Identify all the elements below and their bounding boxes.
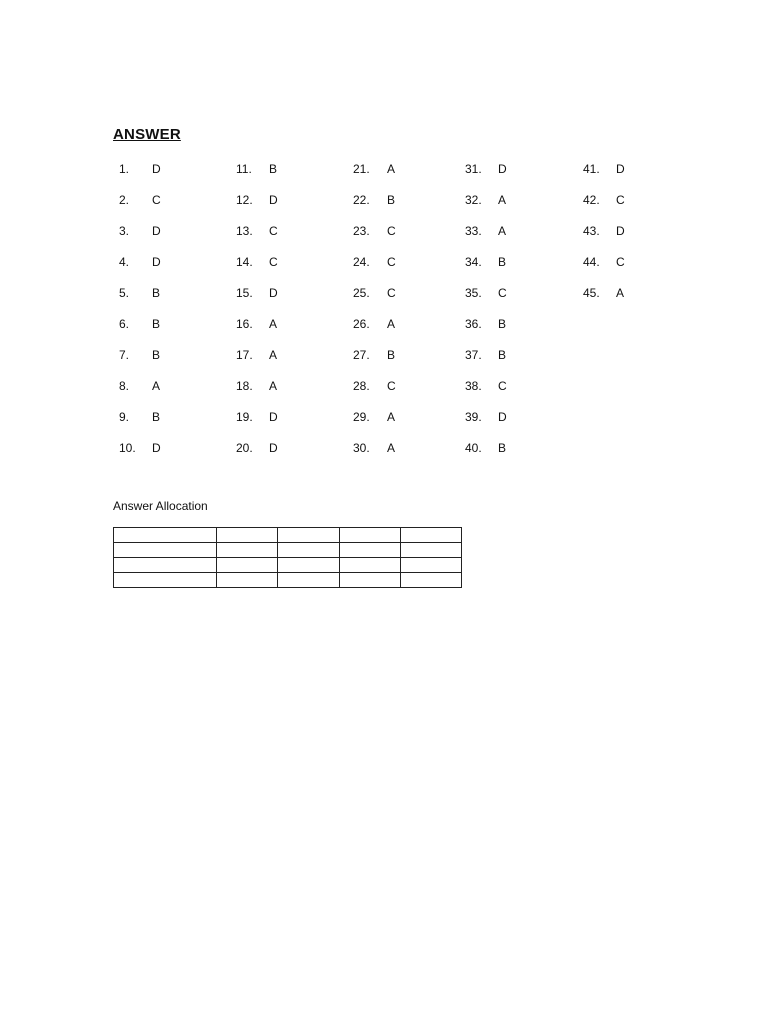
question-number: 19. bbox=[236, 410, 253, 424]
answer-letter: C bbox=[269, 255, 278, 269]
answer-letter: D bbox=[498, 410, 507, 424]
question-number: 7. bbox=[119, 348, 130, 362]
question-number: 4. bbox=[119, 255, 130, 269]
question-number: 10. bbox=[119, 441, 136, 455]
question-number: 44. bbox=[583, 255, 600, 269]
answer-letter: A bbox=[387, 410, 396, 424]
question-number: 2. bbox=[119, 193, 130, 207]
allocation-cell[interactable] bbox=[217, 543, 278, 558]
question-number: 35. bbox=[465, 286, 482, 300]
question-number: 25. bbox=[353, 286, 370, 300]
question-number: 28. bbox=[353, 379, 370, 393]
answer-letter: B bbox=[152, 317, 161, 331]
question-number: 6. bbox=[119, 317, 130, 331]
question-number: 1. bbox=[119, 162, 130, 176]
question-number: 45. bbox=[583, 286, 600, 300]
answer-letter: C bbox=[387, 224, 396, 238]
answer-letter: B bbox=[498, 348, 507, 362]
question-number: 11. bbox=[236, 162, 252, 176]
question-number: 14. bbox=[236, 255, 253, 269]
answer-letter: D bbox=[616, 162, 625, 176]
answer-letter: B bbox=[387, 193, 396, 207]
question-number: 36. bbox=[465, 317, 482, 331]
answer-letter: A bbox=[269, 317, 278, 331]
question-number: 9. bbox=[119, 410, 130, 424]
allocation-cell[interactable] bbox=[401, 528, 462, 543]
answer-letter: C bbox=[387, 255, 396, 269]
answer-letter: B bbox=[498, 255, 507, 269]
allocation-row bbox=[114, 558, 462, 573]
answer-letter: A bbox=[152, 379, 161, 393]
question-number: 17. bbox=[236, 348, 253, 362]
answer-letter: D bbox=[269, 410, 278, 424]
answer-letter: A bbox=[269, 348, 278, 362]
allocation-table bbox=[113, 527, 462, 588]
question-number: 32. bbox=[465, 193, 482, 207]
answer-letter: A bbox=[387, 317, 396, 331]
answer-letter: A bbox=[387, 441, 396, 455]
question-number: 34. bbox=[465, 255, 482, 269]
question-number: 15. bbox=[236, 286, 253, 300]
question-number: 13. bbox=[236, 224, 253, 238]
question-number: 23. bbox=[353, 224, 370, 238]
question-number: 27. bbox=[353, 348, 370, 362]
allocation-cell[interactable] bbox=[114, 558, 217, 573]
question-number: 18. bbox=[236, 379, 253, 393]
allocation-table-body bbox=[114, 528, 462, 588]
allocation-row bbox=[114, 573, 462, 588]
page-title: ANSWER bbox=[113, 126, 181, 143]
allocation-label: Answer Allocation bbox=[113, 499, 208, 513]
question-number: 40. bbox=[465, 441, 482, 455]
answer-letter: C bbox=[616, 255, 625, 269]
question-number: 26. bbox=[353, 317, 370, 331]
answer-letter: B bbox=[152, 410, 161, 424]
answer-letter: D bbox=[152, 162, 161, 176]
question-number: 24. bbox=[353, 255, 370, 269]
answer-letter: C bbox=[387, 286, 396, 300]
question-number: 43. bbox=[583, 224, 600, 238]
answer-letter: D bbox=[616, 224, 625, 238]
allocation-row bbox=[114, 543, 462, 558]
allocation-row bbox=[114, 528, 462, 543]
allocation-cell[interactable] bbox=[114, 543, 217, 558]
answer-letter: D bbox=[152, 441, 161, 455]
answer-letter: C bbox=[498, 379, 507, 393]
allocation-cell[interactable] bbox=[340, 528, 401, 543]
answer-letter: D bbox=[269, 286, 278, 300]
allocation-cell[interactable] bbox=[278, 543, 340, 558]
answer-letter: A bbox=[269, 379, 278, 393]
answer-letter: B bbox=[152, 348, 161, 362]
answer-letter: D bbox=[498, 162, 507, 176]
allocation-cell[interactable] bbox=[114, 573, 217, 588]
allocation-cell[interactable] bbox=[340, 573, 401, 588]
allocation-cell[interactable] bbox=[217, 558, 278, 573]
answer-letter: C bbox=[498, 286, 507, 300]
answer-letter: B bbox=[387, 348, 396, 362]
answer-letter: A bbox=[616, 286, 625, 300]
question-number: 38. bbox=[465, 379, 482, 393]
answer-letter: C bbox=[152, 193, 161, 207]
question-number: 3. bbox=[119, 224, 130, 238]
allocation-cell[interactable] bbox=[340, 543, 401, 558]
allocation-cell[interactable] bbox=[401, 558, 462, 573]
allocation-cell[interactable] bbox=[114, 528, 217, 543]
answer-letter: C bbox=[269, 224, 278, 238]
question-number: 30. bbox=[353, 441, 370, 455]
allocation-cell[interactable] bbox=[340, 558, 401, 573]
answer-letter: B bbox=[269, 162, 278, 176]
answer-letter: B bbox=[498, 441, 507, 455]
question-number: 41. bbox=[583, 162, 600, 176]
question-number: 12. bbox=[236, 193, 253, 207]
answer-letter: B bbox=[152, 286, 161, 300]
question-number: 22. bbox=[353, 193, 370, 207]
allocation-cell[interactable] bbox=[217, 528, 278, 543]
answer-letter: C bbox=[387, 379, 396, 393]
question-number: 5. bbox=[119, 286, 130, 300]
answer-letter: D bbox=[152, 255, 161, 269]
question-number: 31. bbox=[465, 162, 482, 176]
question-number: 37. bbox=[465, 348, 482, 362]
answer-letter: D bbox=[269, 441, 278, 455]
answer-letter: B bbox=[498, 317, 507, 331]
question-number: 39. bbox=[465, 410, 482, 424]
allocation-cell[interactable] bbox=[217, 573, 278, 588]
question-number: 29. bbox=[353, 410, 370, 424]
allocation-cell[interactable] bbox=[401, 543, 462, 558]
answer-letter: C bbox=[616, 193, 625, 207]
question-number: 42. bbox=[583, 193, 600, 207]
question-number: 16. bbox=[236, 317, 253, 331]
answer-letter: A bbox=[498, 224, 507, 238]
question-number: 21. bbox=[353, 162, 370, 176]
answer-letter: D bbox=[152, 224, 161, 238]
answer-key bbox=[0, 0, 768, 480]
allocation-cell[interactable] bbox=[278, 558, 340, 573]
question-number: 20. bbox=[236, 441, 253, 455]
allocation-cell[interactable] bbox=[278, 528, 340, 543]
answer-letter: A bbox=[498, 193, 507, 207]
question-number: 33. bbox=[465, 224, 482, 238]
answer-letter: D bbox=[269, 193, 278, 207]
allocation-cell[interactable] bbox=[278, 573, 340, 588]
question-number: 8. bbox=[119, 379, 130, 393]
allocation-cell[interactable] bbox=[401, 573, 462, 588]
answer-letter: A bbox=[387, 162, 396, 176]
